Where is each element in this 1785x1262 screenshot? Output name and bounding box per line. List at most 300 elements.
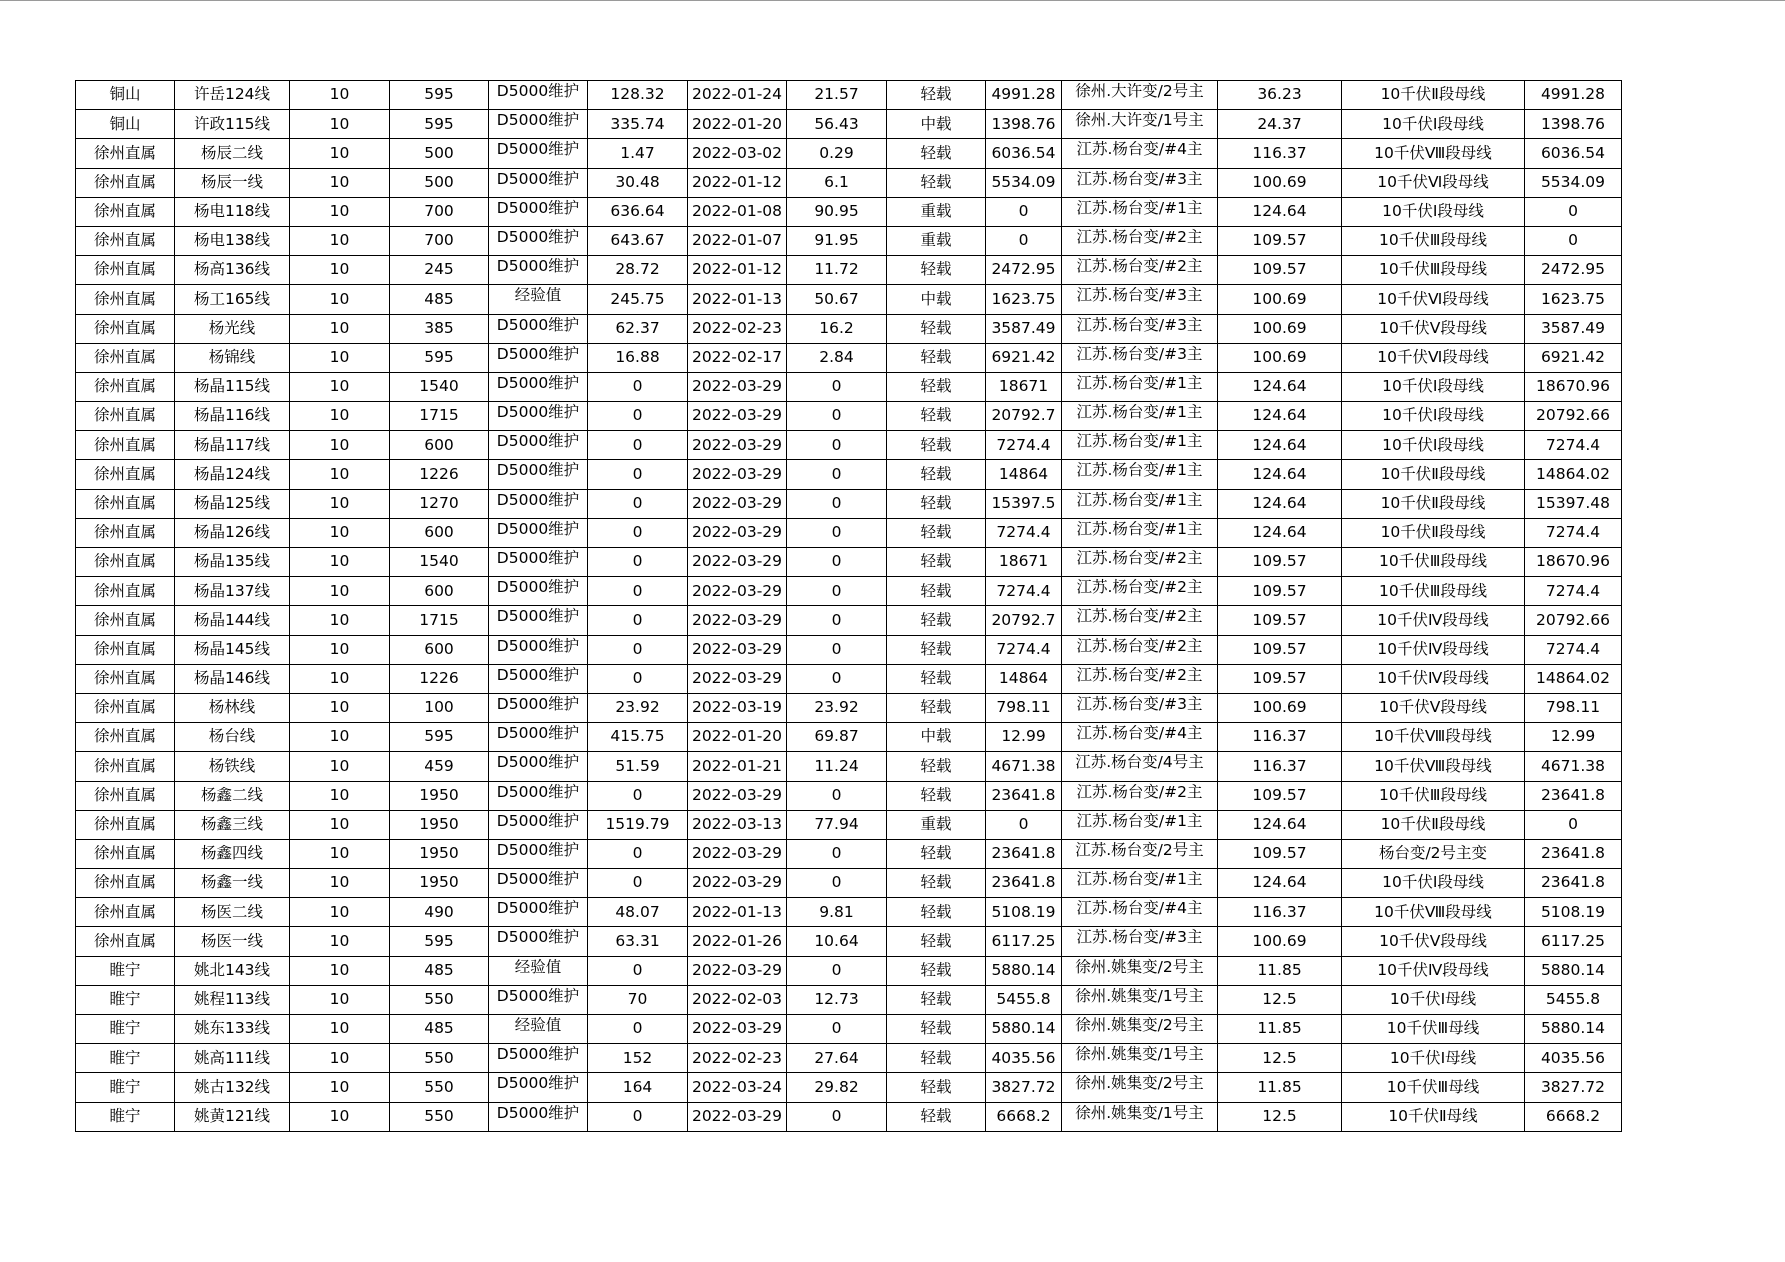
region-cell: 睢宁 bbox=[76, 1102, 175, 1131]
rated-current-cell: 1270 bbox=[390, 489, 489, 518]
load-rate-cell: 0 bbox=[787, 577, 887, 606]
transformer-cell: 徐州.姚集变/2号主 bbox=[1062, 956, 1218, 985]
date-cell: 2022-01-20 bbox=[688, 723, 787, 752]
current-value-cell: 0 bbox=[588, 1015, 688, 1044]
line-name-cell: 姚程113线 bbox=[175, 985, 290, 1014]
rated-current-cell: 1540 bbox=[390, 548, 489, 577]
transformer-load-cell: 109.57 bbox=[1218, 606, 1342, 635]
line-name-cell: 杨鑫四线 bbox=[175, 839, 290, 868]
region-cell: 徐州直属 bbox=[76, 548, 175, 577]
date-cell: 2022-03-29 bbox=[688, 1015, 787, 1044]
line-name-cell: 杨晶115线 bbox=[175, 372, 290, 401]
current-value-cell: 0 bbox=[588, 956, 688, 985]
current-value-cell: 0 bbox=[588, 372, 688, 401]
table-row bbox=[76, 723, 1622, 752]
voltage-cell: 10 bbox=[290, 489, 390, 518]
voltage-cell: 10 bbox=[290, 752, 390, 781]
table-row bbox=[76, 81, 1622, 110]
load-rate-cell: 0 bbox=[787, 781, 887, 810]
busbar-cell: 10千伏Ⅰ母线 bbox=[1342, 1044, 1525, 1073]
line-name-cell: 姚东133线 bbox=[175, 1015, 290, 1044]
busbar-cell: 10千伏Ⅱ母线 bbox=[1342, 1102, 1525, 1131]
region-cell: 徐州直属 bbox=[76, 839, 175, 868]
transformer-cell: 江苏.杨台变/#2主 bbox=[1062, 256, 1218, 285]
line-name-cell: 杨林线 bbox=[175, 693, 290, 722]
transformer-cell: 徐州.姚集变/1号主 bbox=[1062, 985, 1218, 1014]
table-row bbox=[76, 752, 1622, 781]
remaining-capacity-cell: 5108.19 bbox=[1525, 898, 1622, 927]
remaining-capacity-cell: 3827.72 bbox=[1525, 1073, 1622, 1102]
current-value-cell: 0 bbox=[588, 460, 688, 489]
rated-current-cell: 600 bbox=[390, 577, 489, 606]
top-page-rule bbox=[0, 0, 1785, 1]
current-value-cell: 0 bbox=[588, 431, 688, 460]
load-rate-cell: 0 bbox=[787, 431, 887, 460]
transformer-cell: 江苏.杨台变/#3主 bbox=[1062, 927, 1218, 956]
line-name-cell: 杨晶137线 bbox=[175, 577, 290, 606]
line-name-cell: 杨晶126线 bbox=[175, 518, 290, 547]
available-capacity-cell: 6921.42 bbox=[986, 343, 1062, 372]
remaining-capacity-cell: 4991.28 bbox=[1525, 81, 1622, 110]
voltage-cell: 10 bbox=[290, 139, 390, 168]
current-value-cell: 0 bbox=[588, 518, 688, 547]
date-cell: 2022-01-13 bbox=[688, 898, 787, 927]
load-level-cell: 轻载 bbox=[887, 256, 986, 285]
busbar-cell: 10千伏Ⅰ母线 bbox=[1342, 985, 1525, 1014]
line-name-cell: 杨鑫三线 bbox=[175, 810, 290, 839]
rated-current-cell: 1950 bbox=[390, 810, 489, 839]
voltage-cell: 10 bbox=[290, 343, 390, 372]
current-value-cell: 28.72 bbox=[588, 256, 688, 285]
current-value-cell: 335.74 bbox=[588, 110, 688, 139]
remaining-capacity-cell: 23641.8 bbox=[1525, 781, 1622, 810]
remaining-capacity-cell: 0 bbox=[1525, 197, 1622, 226]
transformer-cell: 江苏.杨台变/#2主 bbox=[1062, 577, 1218, 606]
date-cell: 2022-03-13 bbox=[688, 810, 787, 839]
load-level-cell: 轻载 bbox=[887, 606, 986, 635]
date-cell: 2022-03-29 bbox=[688, 606, 787, 635]
transformer-load-cell: 109.57 bbox=[1218, 256, 1342, 285]
line-name-cell: 杨高136线 bbox=[175, 256, 290, 285]
voltage-cell: 10 bbox=[290, 869, 390, 898]
table-row bbox=[76, 606, 1622, 635]
voltage-cell: 10 bbox=[290, 664, 390, 693]
transformer-cell: 徐州.姚集变/1号主 bbox=[1062, 1044, 1218, 1073]
busbar-cell: 10千伏Ⅰ段母线 bbox=[1342, 431, 1525, 460]
transformer-cell: 江苏.杨台变/#2主 bbox=[1062, 226, 1218, 255]
remaining-capacity-cell: 6036.54 bbox=[1525, 139, 1622, 168]
transformer-load-cell: 124.64 bbox=[1218, 372, 1342, 401]
busbar-cell: 10千伏Ⅱ段母线 bbox=[1342, 489, 1525, 518]
source-cell: D5000维护 bbox=[489, 81, 588, 110]
line-name-cell: 杨工165线 bbox=[175, 285, 290, 314]
voltage-cell: 10 bbox=[290, 1015, 390, 1044]
current-value-cell: 1519.79 bbox=[588, 810, 688, 839]
table-row bbox=[76, 431, 1622, 460]
region-cell: 睢宁 bbox=[76, 985, 175, 1014]
available-capacity-cell: 7274.4 bbox=[986, 635, 1062, 664]
source-cell: D5000维护 bbox=[489, 810, 588, 839]
load-level-cell: 轻载 bbox=[887, 460, 986, 489]
available-capacity-cell: 14864 bbox=[986, 460, 1062, 489]
load-level-cell: 轻载 bbox=[887, 869, 986, 898]
current-value-cell: 48.07 bbox=[588, 898, 688, 927]
table-row bbox=[76, 898, 1622, 927]
transformer-cell: 江苏.杨台变/#1主 bbox=[1062, 431, 1218, 460]
table-row bbox=[76, 460, 1622, 489]
date-cell: 2022-03-02 bbox=[688, 139, 787, 168]
voltage-cell: 10 bbox=[290, 810, 390, 839]
available-capacity-cell: 23641.8 bbox=[986, 781, 1062, 810]
load-rate-cell: 0 bbox=[787, 1015, 887, 1044]
rated-current-cell: 550 bbox=[390, 1102, 489, 1131]
table-row bbox=[76, 1102, 1622, 1131]
available-capacity-cell: 4991.28 bbox=[986, 81, 1062, 110]
transformer-load-cell: 12.5 bbox=[1218, 985, 1342, 1014]
busbar-cell: 10千伏Ⅳ段母线 bbox=[1342, 606, 1525, 635]
transformer-load-cell: 11.85 bbox=[1218, 1015, 1342, 1044]
current-value-cell: 0 bbox=[588, 548, 688, 577]
source-cell: D5000维护 bbox=[489, 110, 588, 139]
rated-current-cell: 1540 bbox=[390, 372, 489, 401]
region-cell: 徐州直属 bbox=[76, 693, 175, 722]
rated-current-cell: 1715 bbox=[390, 402, 489, 431]
voltage-cell: 10 bbox=[290, 606, 390, 635]
busbar-cell: 10千伏Ⅱ段母线 bbox=[1342, 460, 1525, 489]
remaining-capacity-cell: 1398.76 bbox=[1525, 110, 1622, 139]
source-cell: D5000维护 bbox=[489, 402, 588, 431]
date-cell: 2022-03-29 bbox=[688, 489, 787, 518]
line-name-cell: 杨鑫二线 bbox=[175, 781, 290, 810]
transformer-cell: 江苏.杨台变/#3主 bbox=[1062, 285, 1218, 314]
available-capacity-cell: 0 bbox=[986, 226, 1062, 255]
line-name-cell: 杨电118线 bbox=[175, 197, 290, 226]
busbar-cell: 10千伏Ⅲ段母线 bbox=[1342, 548, 1525, 577]
transformer-cell: 江苏.杨台变/#2主 bbox=[1062, 606, 1218, 635]
load-level-cell: 轻载 bbox=[887, 1044, 986, 1073]
current-value-cell: 636.64 bbox=[588, 197, 688, 226]
load-rate-cell: 21.57 bbox=[787, 81, 887, 110]
transformer-load-cell: 124.64 bbox=[1218, 518, 1342, 547]
transformer-load-cell: 11.85 bbox=[1218, 1073, 1342, 1102]
region-cell: 徐州直属 bbox=[76, 168, 175, 197]
region-cell: 徐州直属 bbox=[76, 577, 175, 606]
voltage-cell: 10 bbox=[290, 1102, 390, 1131]
busbar-cell: 10千伏Ⅵ段母线 bbox=[1342, 168, 1525, 197]
transformer-cell: 江苏.杨台变/#1主 bbox=[1062, 518, 1218, 547]
date-cell: 2022-01-21 bbox=[688, 752, 787, 781]
date-cell: 2022-01-08 bbox=[688, 197, 787, 226]
line-name-cell: 杨电138线 bbox=[175, 226, 290, 255]
region-cell: 徐州直属 bbox=[76, 285, 175, 314]
available-capacity-cell: 6668.2 bbox=[986, 1102, 1062, 1131]
remaining-capacity-cell: 7274.4 bbox=[1525, 635, 1622, 664]
rated-current-cell: 1950 bbox=[390, 869, 489, 898]
voltage-cell: 10 bbox=[290, 197, 390, 226]
load-level-cell: 轻载 bbox=[887, 518, 986, 547]
date-cell: 2022-03-29 bbox=[688, 869, 787, 898]
remaining-capacity-cell: 12.99 bbox=[1525, 723, 1622, 752]
load-rate-cell: 11.72 bbox=[787, 256, 887, 285]
line-name-cell: 杨台线 bbox=[175, 723, 290, 752]
load-level-cell: 轻载 bbox=[887, 898, 986, 927]
transformer-cell: 江苏.杨台变/#1主 bbox=[1062, 460, 1218, 489]
line-name-cell: 杨光线 bbox=[175, 314, 290, 343]
transformer-cell: 徐州.姚集变/2号主 bbox=[1062, 1015, 1218, 1044]
voltage-cell: 10 bbox=[290, 781, 390, 810]
transformer-cell: 江苏.杨台变/4号主 bbox=[1062, 752, 1218, 781]
source-cell: D5000维护 bbox=[489, 1044, 588, 1073]
busbar-cell: 10千伏Ⅲ段母线 bbox=[1342, 256, 1525, 285]
region-cell: 徐州直属 bbox=[76, 256, 175, 285]
available-capacity-cell: 18671 bbox=[986, 372, 1062, 401]
busbar-cell: 10千伏Ⅲ段母线 bbox=[1342, 781, 1525, 810]
current-value-cell: 70 bbox=[588, 985, 688, 1014]
busbar-cell: 10千伏Ⅱ段母线 bbox=[1342, 518, 1525, 547]
date-cell: 2022-03-29 bbox=[688, 664, 787, 693]
current-value-cell: 0 bbox=[588, 402, 688, 431]
region-cell: 徐州直属 bbox=[76, 489, 175, 518]
line-name-cell: 杨晶146线 bbox=[175, 664, 290, 693]
available-capacity-cell: 7274.4 bbox=[986, 431, 1062, 460]
load-rate-cell: 12.73 bbox=[787, 985, 887, 1014]
available-capacity-cell: 5534.09 bbox=[986, 168, 1062, 197]
load-rate-cell: 0 bbox=[787, 489, 887, 518]
load-rate-cell: 0 bbox=[787, 664, 887, 693]
date-cell: 2022-03-29 bbox=[688, 460, 787, 489]
load-level-cell: 轻载 bbox=[887, 402, 986, 431]
load-rate-cell: 29.82 bbox=[787, 1073, 887, 1102]
load-rate-cell: 0 bbox=[787, 839, 887, 868]
date-cell: 2022-03-29 bbox=[688, 402, 787, 431]
remaining-capacity-cell: 7274.4 bbox=[1525, 431, 1622, 460]
load-rate-cell: 0 bbox=[787, 956, 887, 985]
voltage-cell: 10 bbox=[290, 693, 390, 722]
load-rate-cell: 0 bbox=[787, 1102, 887, 1131]
remaining-capacity-cell: 23641.8 bbox=[1525, 869, 1622, 898]
load-level-cell: 轻载 bbox=[887, 168, 986, 197]
region-cell: 徐州直属 bbox=[76, 927, 175, 956]
voltage-cell: 10 bbox=[290, 927, 390, 956]
load-rate-cell: 90.95 bbox=[787, 197, 887, 226]
table-row bbox=[76, 343, 1622, 372]
busbar-cell: 10千伏Ⅱ段母线 bbox=[1342, 810, 1525, 839]
line-name-cell: 杨晶116线 bbox=[175, 402, 290, 431]
load-level-cell: 轻载 bbox=[887, 781, 986, 810]
voltage-cell: 10 bbox=[290, 460, 390, 489]
region-cell: 徐州直属 bbox=[76, 372, 175, 401]
available-capacity-cell: 0 bbox=[986, 810, 1062, 839]
date-cell: 2022-03-24 bbox=[688, 1073, 787, 1102]
source-cell: D5000维护 bbox=[489, 518, 588, 547]
transformer-cell: 江苏.杨台变/#4主 bbox=[1062, 723, 1218, 752]
load-level-cell: 轻载 bbox=[887, 985, 986, 1014]
busbar-cell: 10千伏Ⅲ母线 bbox=[1342, 1073, 1525, 1102]
rated-current-cell: 595 bbox=[390, 723, 489, 752]
busbar-cell: 10千伏Ⅲ母线 bbox=[1342, 1015, 1525, 1044]
busbar-cell: 10千伏Ⅰ段母线 bbox=[1342, 197, 1525, 226]
source-cell: D5000维护 bbox=[489, 168, 588, 197]
transformer-cell: 徐州.大许变/2号主 bbox=[1062, 81, 1218, 110]
date-cell: 2022-03-29 bbox=[688, 1102, 787, 1131]
load-rate-cell: 0 bbox=[787, 518, 887, 547]
voltage-cell: 10 bbox=[290, 898, 390, 927]
current-value-cell: 245.75 bbox=[588, 285, 688, 314]
load-level-cell: 重载 bbox=[887, 810, 986, 839]
source-cell: D5000维护 bbox=[489, 985, 588, 1014]
table-row bbox=[76, 226, 1622, 255]
transformer-cell: 江苏.杨台变/#4主 bbox=[1062, 898, 1218, 927]
busbar-cell: 10千伏Ⅰ段母线 bbox=[1342, 402, 1525, 431]
transformer-load-cell: 24.37 bbox=[1218, 110, 1342, 139]
transformer-cell: 江苏.杨台变/#3主 bbox=[1062, 693, 1218, 722]
transformer-cell: 江苏.杨台变/#1主 bbox=[1062, 869, 1218, 898]
source-cell: D5000维护 bbox=[489, 1073, 588, 1102]
line-name-cell: 杨铁线 bbox=[175, 752, 290, 781]
region-cell: 徐州直属 bbox=[76, 314, 175, 343]
transformer-load-cell: 124.64 bbox=[1218, 869, 1342, 898]
line-name-cell: 姚古132线 bbox=[175, 1073, 290, 1102]
rated-current-cell: 600 bbox=[390, 431, 489, 460]
source-cell: D5000维护 bbox=[489, 314, 588, 343]
transformer-load-cell: 124.64 bbox=[1218, 402, 1342, 431]
current-value-cell: 643.67 bbox=[588, 226, 688, 255]
region-cell: 睢宁 bbox=[76, 956, 175, 985]
transformer-load-cell: 100.69 bbox=[1218, 285, 1342, 314]
region-cell: 徐州直属 bbox=[76, 226, 175, 255]
line-name-cell: 姚北143线 bbox=[175, 956, 290, 985]
load-rate-cell: 0.29 bbox=[787, 139, 887, 168]
available-capacity-cell: 23641.8 bbox=[986, 839, 1062, 868]
table-row bbox=[76, 518, 1622, 547]
transformer-load-cell: 109.57 bbox=[1218, 664, 1342, 693]
table-row bbox=[76, 839, 1622, 868]
load-level-cell: 重载 bbox=[887, 226, 986, 255]
available-capacity-cell: 1623.75 bbox=[986, 285, 1062, 314]
available-capacity-cell: 4671.38 bbox=[986, 752, 1062, 781]
transformer-load-cell: 109.57 bbox=[1218, 781, 1342, 810]
source-cell: D5000维护 bbox=[489, 489, 588, 518]
available-capacity-cell: 7274.4 bbox=[986, 518, 1062, 547]
remaining-capacity-cell: 20792.66 bbox=[1525, 402, 1622, 431]
busbar-cell: 10千伏Ⅷ段母线 bbox=[1342, 898, 1525, 927]
load-rate-cell: 0 bbox=[787, 460, 887, 489]
remaining-capacity-cell: 6921.42 bbox=[1525, 343, 1622, 372]
voltage-cell: 10 bbox=[290, 956, 390, 985]
remaining-capacity-cell: 6668.2 bbox=[1525, 1102, 1622, 1131]
current-value-cell: 415.75 bbox=[588, 723, 688, 752]
busbar-cell: 10千伏Ⅲ段母线 bbox=[1342, 226, 1525, 255]
load-level-cell: 轻载 bbox=[887, 81, 986, 110]
transformer-cell: 江苏.杨台变/#1主 bbox=[1062, 810, 1218, 839]
load-rate-cell: 0 bbox=[787, 402, 887, 431]
table-row bbox=[76, 664, 1622, 693]
available-capacity-cell: 7274.4 bbox=[986, 577, 1062, 606]
current-value-cell: 0 bbox=[588, 577, 688, 606]
transformer-load-cell: 116.37 bbox=[1218, 752, 1342, 781]
date-cell: 2022-01-12 bbox=[688, 256, 787, 285]
line-name-cell: 许岳124线 bbox=[175, 81, 290, 110]
current-value-cell: 0 bbox=[588, 839, 688, 868]
load-level-cell: 轻载 bbox=[887, 139, 986, 168]
transformer-load-cell: 100.69 bbox=[1218, 314, 1342, 343]
source-cell: D5000维护 bbox=[489, 927, 588, 956]
rated-current-cell: 700 bbox=[390, 197, 489, 226]
remaining-capacity-cell: 14864.02 bbox=[1525, 460, 1622, 489]
load-rate-cell: 0 bbox=[787, 372, 887, 401]
voltage-cell: 10 bbox=[290, 1044, 390, 1073]
source-cell: D5000维护 bbox=[489, 898, 588, 927]
load-level-cell: 轻载 bbox=[887, 1015, 986, 1044]
date-cell: 2022-03-29 bbox=[688, 577, 787, 606]
region-cell: 铜山 bbox=[76, 81, 175, 110]
load-rate-cell: 2.84 bbox=[787, 343, 887, 372]
load-rate-cell: 0 bbox=[787, 869, 887, 898]
load-level-cell: 轻载 bbox=[887, 577, 986, 606]
busbar-cell: 10千伏Ⅲ段母线 bbox=[1342, 577, 1525, 606]
date-cell: 2022-02-17 bbox=[688, 343, 787, 372]
busbar-cell: 10千伏Ⅴ段母线 bbox=[1342, 693, 1525, 722]
available-capacity-cell: 23641.8 bbox=[986, 869, 1062, 898]
line-name-cell: 杨晶117线 bbox=[175, 431, 290, 460]
source-cell: D5000维护 bbox=[489, 839, 588, 868]
region-cell: 徐州直属 bbox=[76, 139, 175, 168]
date-cell: 2022-03-29 bbox=[688, 518, 787, 547]
remaining-capacity-cell: 14864.02 bbox=[1525, 664, 1622, 693]
available-capacity-cell: 20792.7 bbox=[986, 402, 1062, 431]
date-cell: 2022-02-03 bbox=[688, 985, 787, 1014]
load-level-cell: 轻载 bbox=[887, 372, 986, 401]
source-cell: 经验值 bbox=[489, 956, 588, 985]
rated-current-cell: 550 bbox=[390, 1044, 489, 1073]
source-cell: D5000维护 bbox=[489, 1102, 588, 1131]
region-cell: 徐州直属 bbox=[76, 752, 175, 781]
busbar-cell: 10千伏Ⅱ段母线 bbox=[1342, 81, 1525, 110]
transformer-load-cell: 12.5 bbox=[1218, 1044, 1342, 1073]
available-capacity-cell: 6036.54 bbox=[986, 139, 1062, 168]
table-row bbox=[76, 927, 1622, 956]
available-capacity-cell: 12.99 bbox=[986, 723, 1062, 752]
rated-current-cell: 500 bbox=[390, 168, 489, 197]
load-level-cell: 轻载 bbox=[887, 956, 986, 985]
transformer-cell: 江苏.杨台变/#4主 bbox=[1062, 139, 1218, 168]
transformer-load-cell: 100.69 bbox=[1218, 343, 1342, 372]
transformer-cell: 江苏.杨台变/#2主 bbox=[1062, 664, 1218, 693]
region-cell: 徐州直属 bbox=[76, 664, 175, 693]
region-cell: 徐州直属 bbox=[76, 197, 175, 226]
current-value-cell: 0 bbox=[588, 606, 688, 635]
available-capacity-cell: 5880.14 bbox=[986, 956, 1062, 985]
rated-current-cell: 595 bbox=[390, 927, 489, 956]
rated-current-cell: 1226 bbox=[390, 460, 489, 489]
region-cell: 睢宁 bbox=[76, 1044, 175, 1073]
line-name-cell: 杨锦线 bbox=[175, 343, 290, 372]
feeder-load-table bbox=[75, 80, 1622, 1132]
region-cell: 徐州直属 bbox=[76, 723, 175, 752]
line-name-cell: 杨医一线 bbox=[175, 927, 290, 956]
transformer-cell: 江苏.杨台变/#3主 bbox=[1062, 343, 1218, 372]
transformer-cell: 江苏.杨台变/#3主 bbox=[1062, 168, 1218, 197]
transformer-load-cell: 100.69 bbox=[1218, 927, 1342, 956]
line-name-cell: 姚黄121线 bbox=[175, 1102, 290, 1131]
voltage-cell: 10 bbox=[290, 839, 390, 868]
transformer-cell: 江苏.杨台变/#1主 bbox=[1062, 197, 1218, 226]
table-row bbox=[76, 372, 1622, 401]
current-value-cell: 30.48 bbox=[588, 168, 688, 197]
voltage-cell: 10 bbox=[290, 314, 390, 343]
line-name-cell: 杨鑫一线 bbox=[175, 869, 290, 898]
available-capacity-cell: 3587.49 bbox=[986, 314, 1062, 343]
